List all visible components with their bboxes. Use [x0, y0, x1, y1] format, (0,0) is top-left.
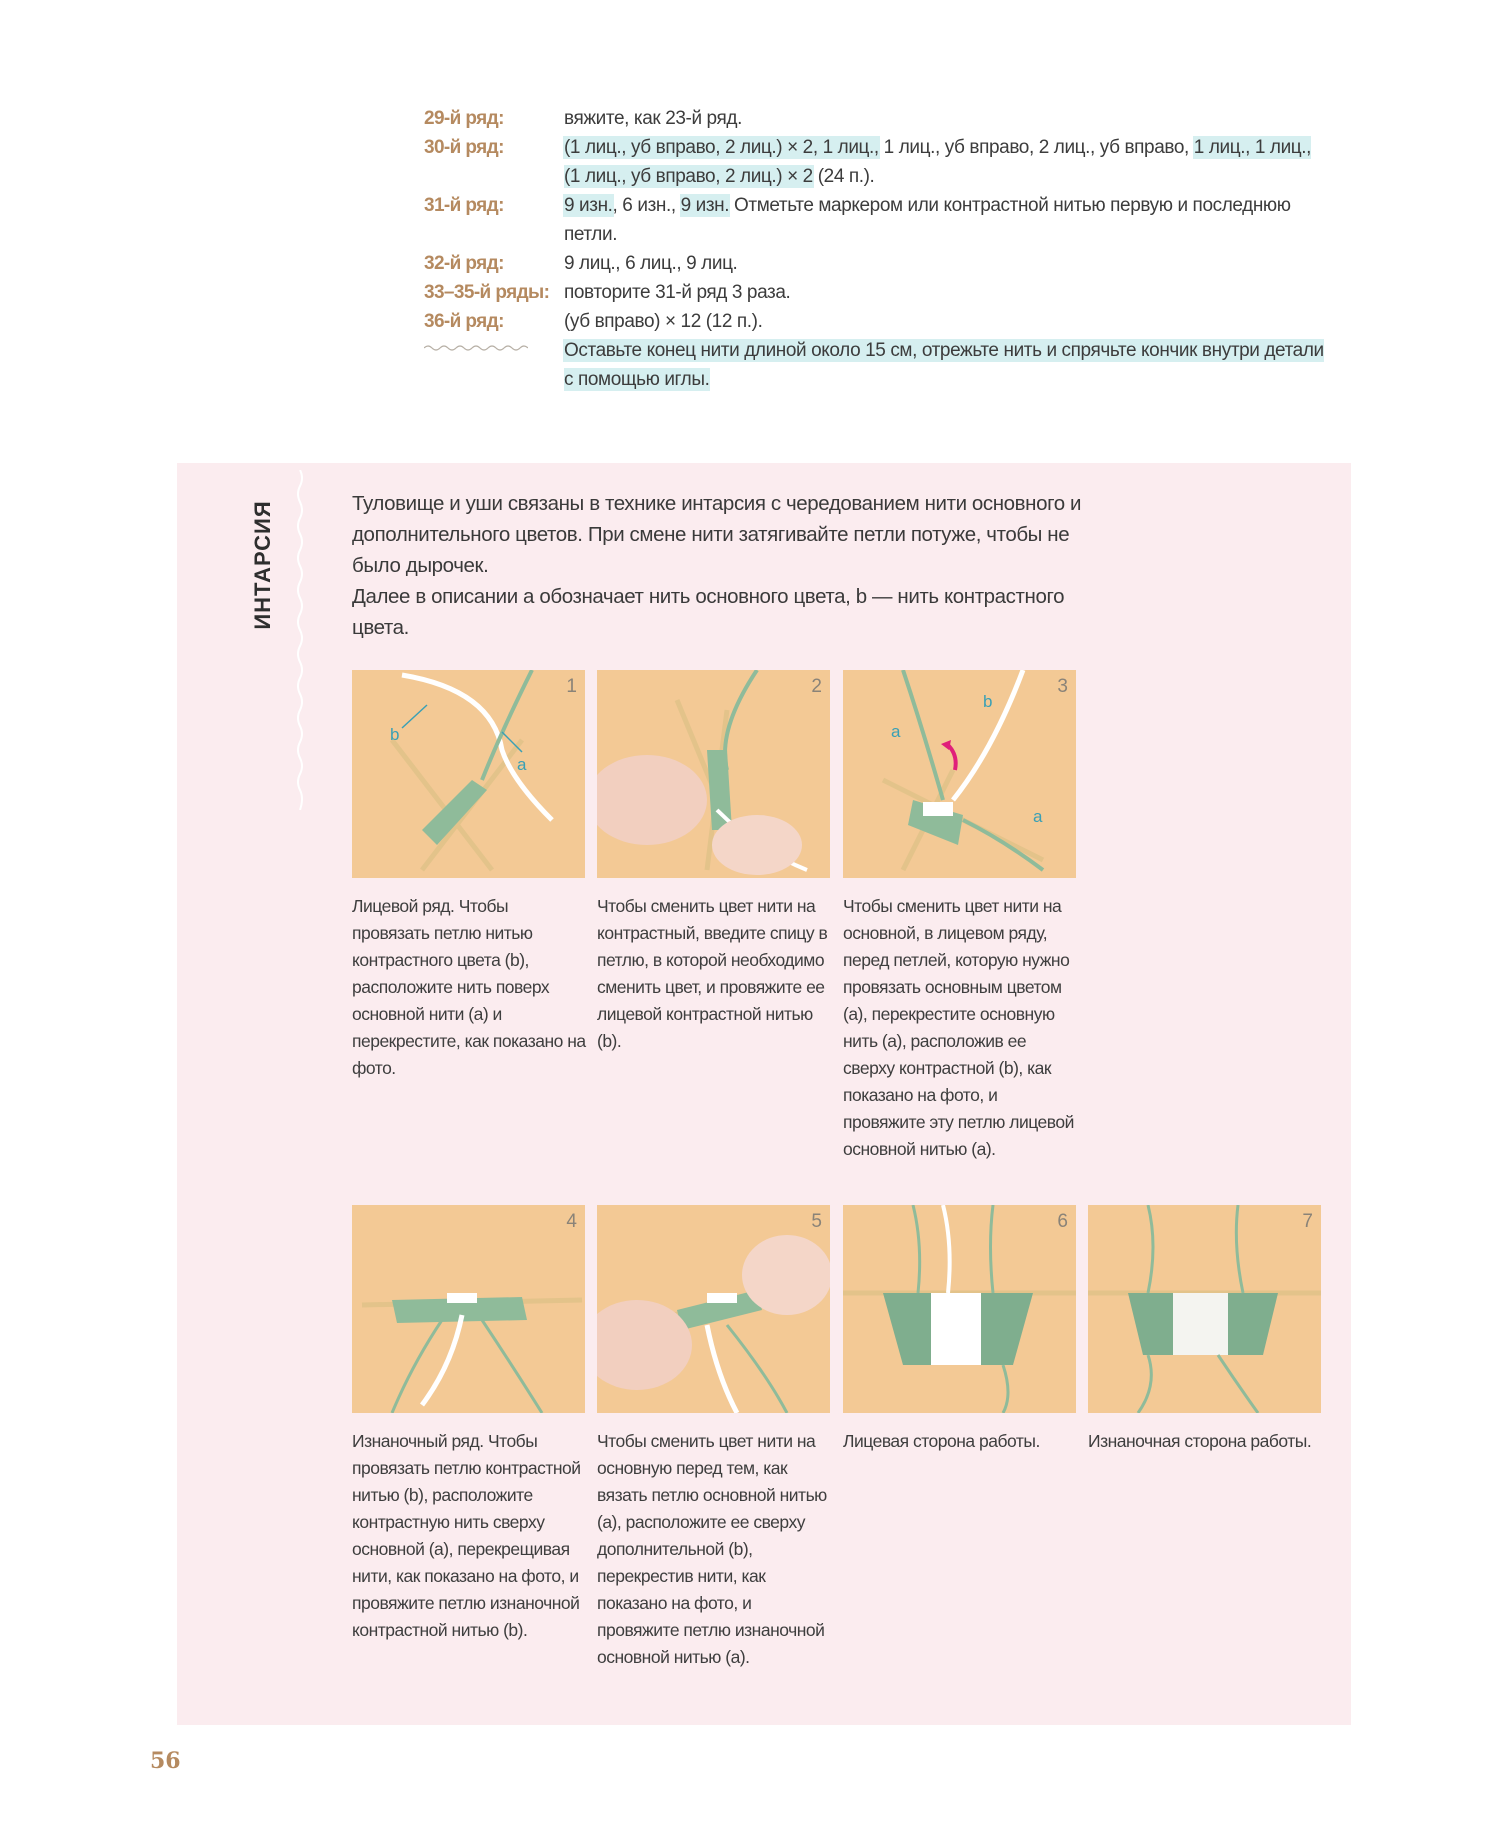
label-a: a	[1033, 807, 1043, 826]
pattern-row	[424, 133, 1324, 191]
step-7-caption: Изнаночная сторона работы.	[1088, 1431, 1312, 1451]
row-label: 33–35-й ряды:	[424, 282, 550, 303]
text-segment: (24 п.).	[812, 166, 875, 187]
pattern-row	[424, 191, 1324, 249]
text-segment: повторите 31-й ряд 3 раза.	[564, 282, 791, 303]
row-label: 29-й ряд:	[424, 108, 504, 129]
row-label: 31-й ряд:	[424, 195, 504, 216]
knitting-photo-6	[843, 1205, 1076, 1413]
knitting-photo-2	[597, 670, 830, 878]
step-4-caption: Изнаночный ряд. Чтобы провязать петлю контрастной нитью (b), расположите контрастную нить сверху основной (a), перекрещивая нити, как показано на фото, и провяжите петлю изнаночной контрастной нитью (b).	[352, 1431, 581, 1640]
step-2-caption: Чтобы сменить цвет нити на контрастный, введите спицу в петлю, в которой необходимо сменить цвет, и провяжите ее лицевой контрастной нитью (b).	[597, 896, 828, 1051]
decorative-wavy-line	[296, 470, 304, 810]
step-6-caption: Лицевая сторона работы.	[843, 1431, 1040, 1451]
pattern-row	[424, 336, 1324, 394]
row-label: 30-й ряд:	[424, 137, 504, 158]
knitting-photo-7	[1088, 1205, 1321, 1413]
step-number: 3	[1057, 676, 1068, 697]
step-6-photo	[843, 1205, 1076, 1413]
section-title-text: ИНТАРСИЯ	[250, 500, 275, 630]
intro-paragraph-1: Туловище и уши связаны в технике интарсия с чередованием нити основного и дополнительного цветов. При смене нити затягивайте петли потуже, чтобы не было дырочек.	[352, 492, 1082, 577]
step-4-photo	[352, 1205, 585, 1413]
knitting-photo-1	[352, 670, 585, 878]
step-2-photo	[597, 670, 830, 878]
step-1-caption: Лицевой ряд. Чтобы провязать петлю нитью контрастного цвета (b), расположите нить поверх основной нити (a) и перекрестите, как показано на фото.	[352, 896, 586, 1078]
step-number: 7	[1302, 1211, 1313, 1232]
step-5-caption: Чтобы сменить цвет нити на основную перед тем, как вязать петлю основной нитью (a), расположите ее сверху дополнительной (b), перекрестив нити, как показано на фото, и провяжите петлю изнаночной основной нитью (a).	[597, 1431, 827, 1667]
intro-text	[352, 488, 1092, 643]
text-segment: , 6 изн.,	[612, 195, 681, 216]
step-1-photo	[352, 670, 585, 878]
pattern-rows	[424, 104, 1324, 394]
row-label: 32-й ряд:	[424, 253, 504, 274]
knitting-photo-4	[352, 1205, 585, 1413]
step-number: 4	[566, 1211, 577, 1232]
text-segment: 9 лиц., 6 лиц., 9 лиц.	[564, 253, 738, 274]
row-label: 36-й ряд:	[424, 311, 504, 332]
highlighted-text: 9 изн.	[680, 195, 730, 216]
text-segment: 1 лиц., уб вправо, 2 лиц., уб вправо,	[878, 137, 1194, 158]
section-title	[248, 500, 278, 630]
pattern-row	[424, 307, 1324, 336]
row-label	[424, 336, 564, 394]
page-number: 56	[150, 1748, 181, 1774]
text-segment: вяжите, как 23-й ряд.	[564, 108, 742, 129]
pattern-row	[424, 249, 1324, 278]
row-text	[564, 307, 1324, 336]
step-3-caption: Чтобы сменить цвет нити на основной, в лицевом ряду, перед петлей, которую нужно провязать основным цветом (a), перекрестите основную нить (a), расположив ее сверху контрастной (b), как показано на фото, и провяжите эту петлю лицевой основной нитью (a).	[843, 896, 1074, 1159]
pattern-row	[424, 104, 1324, 133]
pattern-row	[424, 278, 1324, 307]
step-number: 6	[1057, 1211, 1068, 1232]
row-text	[564, 278, 1324, 307]
step-5-photo	[597, 1205, 830, 1413]
highlighted-text: Оставьте конец нити длиной около 15 см, отрежьте нить и спрячьте кончик внутри детали с помощью иглы.	[564, 340, 1324, 390]
step-7-photo	[1088, 1205, 1321, 1413]
text-segment: (уб вправо) × 12 (12 п.).	[564, 311, 763, 332]
highlighted-text: (1 лиц., уб вправо, 2 лиц.) × 2, 1 лиц.,	[564, 137, 879, 158]
row-text	[564, 336, 1324, 394]
row-text	[564, 249, 1324, 278]
label-a: a	[891, 722, 901, 741]
label-b: b	[390, 725, 400, 744]
row-text	[564, 104, 1324, 133]
step-number: 2	[811, 676, 822, 697]
label-b: b	[983, 692, 993, 711]
wavy-separator-icon	[424, 341, 528, 355]
knitting-photo-3	[843, 670, 1076, 878]
step-3-photo	[843, 670, 1076, 878]
intro-paragraph-2: Далее в описании а обозначает нить основного цвета, b — нить контрастного цвета.	[352, 585, 1065, 639]
highlighted-text: 1 лиц., 1 лиц., (1 лиц., уб вправо, 2 лиц.) × 2	[564, 137, 1312, 187]
text-segment: Отметьте маркером или контрастной нитью первую и последнюю петли.	[564, 195, 1291, 245]
step-number: 1	[566, 676, 577, 697]
row-text	[564, 133, 1324, 191]
label-a: a	[517, 755, 527, 774]
knitting-photo-5	[597, 1205, 830, 1413]
step-number: 5	[811, 1211, 822, 1232]
highlighted-text: 9 изн.	[564, 195, 613, 216]
row-text	[564, 191, 1324, 249]
